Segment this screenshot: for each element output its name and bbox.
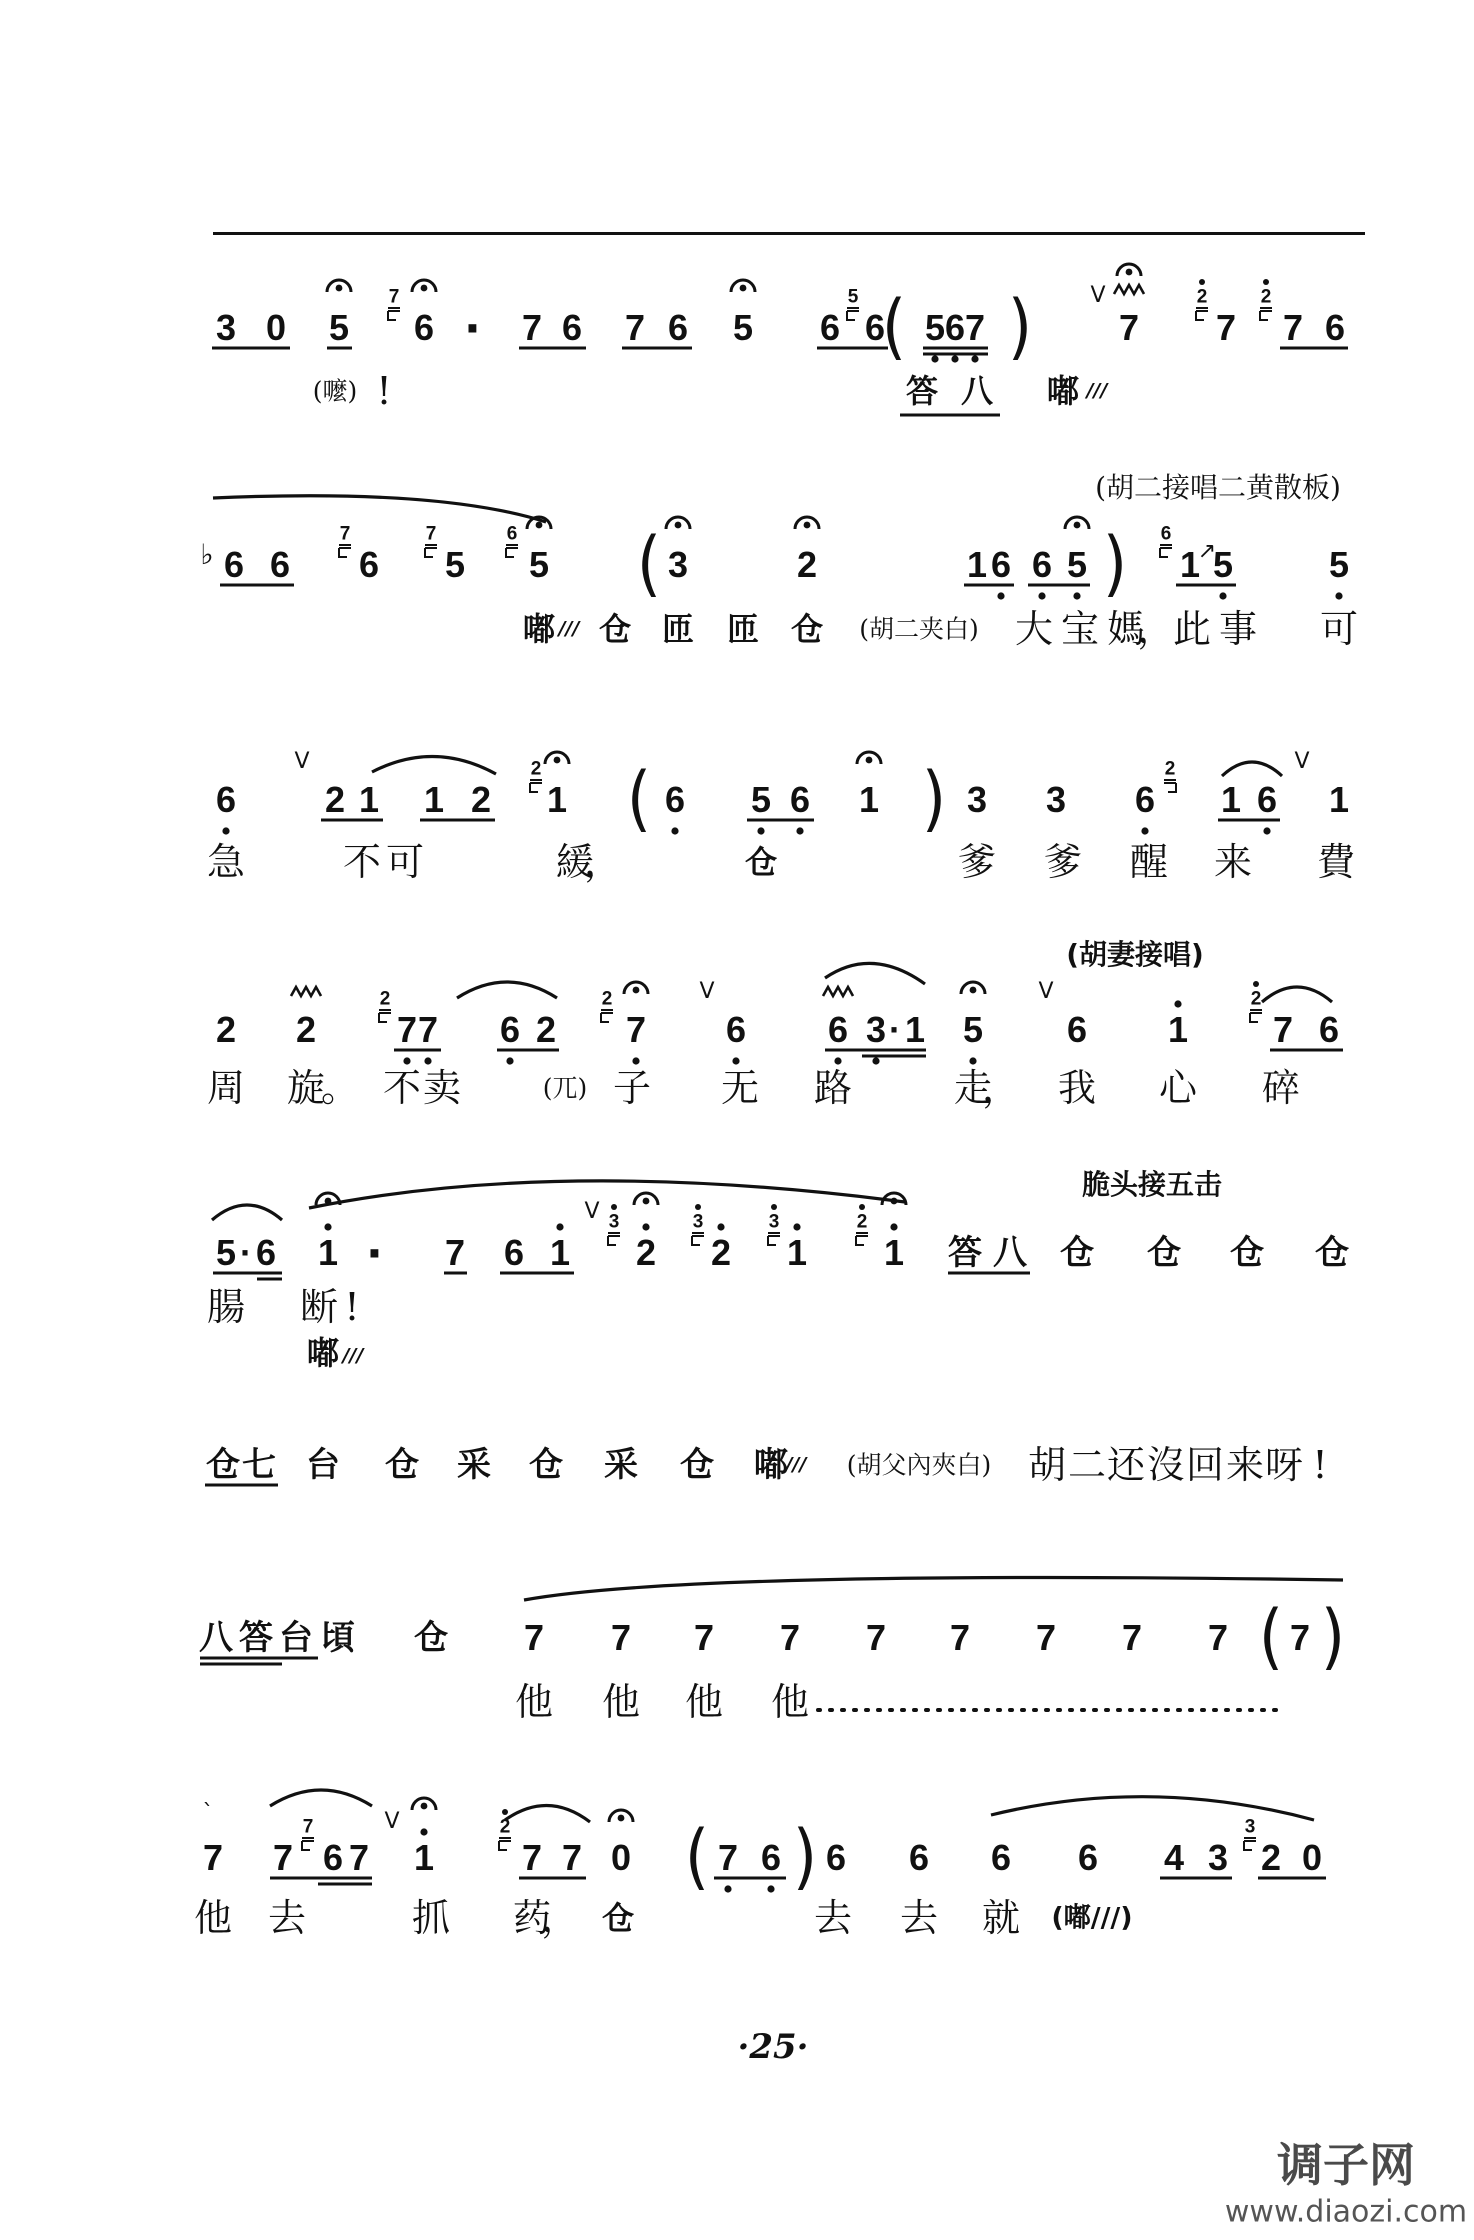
lyric: 去	[899, 1896, 939, 1940]
note: 5	[1328, 544, 1350, 585]
lyric: 断	[299, 1285, 339, 1329]
breath-mark-icon: V	[584, 1199, 600, 1224]
lyric: ，	[540, 1896, 580, 1940]
lyric: 去	[813, 1896, 853, 1940]
note: 6	[667, 307, 689, 348]
bracket: (	[684, 1814, 710, 1899]
note: 5	[1212, 544, 1234, 585]
grace-note: 2	[499, 1816, 511, 1838]
tremolo-slash-icon: ///	[342, 1344, 364, 1367]
percussion-syllable: 仓	[1230, 1233, 1264, 1273]
note: 3	[215, 307, 237, 348]
lyric: 周	[206, 1066, 246, 1110]
breath-mark-icon: V	[294, 749, 310, 774]
percussion-syllable: 八	[993, 1233, 1027, 1273]
lyric: ，	[583, 840, 623, 884]
note: 7	[272, 1837, 294, 1878]
percussion-syllable: 八	[960, 372, 994, 410]
note: 7	[625, 1009, 647, 1050]
note: 6	[990, 1837, 1012, 1878]
performance-direction: 脆头接五击	[1081, 1168, 1223, 1201]
spoken-cue: (兀)	[542, 1073, 588, 1103]
lyric: !	[376, 369, 392, 413]
note: 6	[1066, 1009, 1088, 1050]
tremolo-slash-icon: ///	[785, 1453, 807, 1476]
note: 7	[949, 1617, 971, 1658]
note: 4	[1163, 1837, 1185, 1878]
percussion-syllable: 采	[604, 1445, 638, 1485]
percussion-syllable: 答	[239, 1618, 273, 1658]
note: 7	[1215, 307, 1237, 348]
percussion-syllable: 答	[905, 372, 939, 410]
percussion-syllable: 仓	[414, 1618, 448, 1658]
lyric: 药	[512, 1896, 552, 1940]
lyric: 碎	[1261, 1066, 1301, 1110]
note: 5	[1066, 544, 1088, 585]
lyric: 宝	[1060, 607, 1100, 651]
lyric: 不	[382, 1066, 422, 1110]
lyric: 可	[385, 840, 425, 884]
note: 5	[528, 544, 550, 585]
bracket: (	[626, 756, 652, 841]
note: 1	[904, 1009, 926, 1050]
note: 7	[610, 1617, 632, 1658]
note: 7	[417, 1009, 439, 1050]
note: 2	[215, 1009, 237, 1050]
note: 7	[1272, 1009, 1294, 1050]
lyric: 心	[1158, 1066, 1198, 1110]
lyric: ，	[1136, 607, 1176, 651]
note: 3	[1045, 779, 1067, 820]
tremolo-slash-icon: ///	[558, 617, 580, 640]
note: 6	[413, 307, 435, 348]
note: 7	[396, 1009, 418, 1050]
lyric: 他	[601, 1680, 641, 1724]
note: 6	[561, 307, 583, 348]
percussion-syllable: 頃	[321, 1618, 355, 1658]
lyric: 无	[720, 1066, 760, 1110]
lyric: 走	[953, 1066, 993, 1110]
lyric: 費	[1316, 840, 1356, 884]
grace-note: 2	[1260, 286, 1272, 308]
note: 1	[546, 779, 568, 820]
note: 1	[1179, 544, 1201, 585]
percussion-syllable: 匝	[726, 610, 760, 648]
flat-sign: ♭	[200, 538, 214, 571]
lyric: 来	[1225, 1443, 1265, 1487]
note: 7	[964, 307, 986, 348]
note: 0	[610, 1837, 632, 1878]
note: 7	[1207, 1617, 1229, 1658]
note: 6	[760, 1837, 782, 1878]
note: 6	[908, 1837, 930, 1878]
lyric: !	[1312, 1443, 1328, 1487]
lyric: 来	[1213, 840, 1253, 884]
lyric: 他	[770, 1680, 810, 1724]
grace-note: 7	[425, 523, 437, 545]
lyric: 旋	[286, 1066, 326, 1110]
note: 7	[1289, 1617, 1311, 1658]
lyric: 大	[1014, 607, 1054, 651]
note: 1	[966, 544, 988, 585]
note: 6	[499, 1009, 521, 1050]
note: 6	[1077, 1837, 1099, 1878]
grace-note: 3	[692, 1211, 704, 1233]
note: 6	[215, 779, 237, 820]
note: 5	[732, 307, 754, 348]
note: 2	[324, 779, 346, 820]
note: 1	[423, 779, 445, 820]
grace-note: 6	[506, 523, 518, 545]
lyric: 路	[813, 1066, 853, 1110]
bracket: (	[636, 521, 662, 606]
note: 3	[1207, 1837, 1229, 1878]
lyric: 他	[193, 1896, 233, 1940]
percussion-syllable: 答	[948, 1233, 982, 1273]
note: 5	[924, 307, 946, 348]
percussion-syllable: 仓	[1060, 1233, 1094, 1273]
spoken-cue: (嚒)	[312, 376, 358, 406]
percussion-syllable: 仓	[529, 1445, 563, 1485]
lyric: 卖	[422, 1066, 462, 1110]
grace-note: 2	[1196, 286, 1208, 308]
note: 3	[966, 779, 988, 820]
percussion-syllable: 匝	[661, 610, 695, 648]
note: 1	[317, 1232, 339, 1273]
percussion-syllable: 仓	[790, 610, 824, 648]
note: 7	[1121, 1617, 1143, 1658]
note: 6	[990, 544, 1012, 585]
percussion-syllable: 嘟	[1046, 372, 1080, 410]
percussion-syllable: 台	[306, 1445, 340, 1485]
note: 6	[269, 544, 291, 585]
note: 6	[503, 1232, 525, 1273]
breath-mark-icon: V	[1090, 283, 1106, 308]
grace-note: 2	[856, 1211, 868, 1233]
note: 7	[202, 1837, 224, 1878]
percussion-syllable: 七	[242, 1445, 276, 1485]
duration-dot: ·	[464, 296, 484, 359]
note: 5	[328, 307, 350, 348]
note: 2	[710, 1232, 732, 1273]
note: 6	[664, 779, 686, 820]
note: 5	[215, 1232, 237, 1273]
lyric: 爹	[1043, 840, 1083, 884]
lyric: 可	[1319, 607, 1359, 651]
lyric: 子	[612, 1066, 652, 1110]
lyric: 事	[1218, 607, 1258, 651]
note: 2	[1260, 1837, 1282, 1878]
note: 6	[789, 779, 811, 820]
note: 6	[819, 307, 841, 348]
bracket: )	[1320, 1594, 1346, 1679]
watermark-site-name: 调子网	[1277, 2138, 1415, 2192]
percussion-syllable: 仓	[1315, 1233, 1349, 1273]
bracket: (	[881, 284, 907, 369]
note: 6	[825, 1837, 847, 1878]
percussion-syllable: 嘟	[754, 1445, 788, 1485]
note: 5	[962, 1009, 984, 1050]
bracket: (	[1258, 1594, 1284, 1679]
articulation-mark-icon: ↗	[1197, 539, 1217, 564]
percussion-syllable: 嘟	[306, 1334, 340, 1372]
note: 2	[796, 544, 818, 585]
grace-note: 3	[1244, 1816, 1256, 1838]
note: 3	[865, 1009, 887, 1050]
note: 7	[521, 307, 543, 348]
grace-note: 7	[302, 1816, 314, 1838]
note: 1	[883, 1232, 905, 1273]
lyric: 去	[267, 1896, 307, 1940]
note: 1	[1220, 779, 1242, 820]
grace-note: 2	[530, 758, 542, 780]
percussion-syllable: 仓	[601, 1899, 635, 1937]
spoken-cue: (胡父內夾白)	[846, 1450, 992, 1480]
note: 7	[1035, 1617, 1057, 1658]
note: 6	[864, 307, 886, 348]
grace-note: 5	[847, 286, 859, 308]
note: 1	[1328, 779, 1350, 820]
watermark-url: www.diaozi.com	[1224, 2194, 1468, 2230]
performance-direction: (胡二接唱二黄散板)	[1095, 471, 1341, 504]
note: 6	[255, 1232, 277, 1273]
lyric: 回	[1185, 1443, 1225, 1487]
note: 1	[1167, 1009, 1189, 1050]
lyric: 此	[1172, 607, 1212, 651]
percussion-syllable: 采	[457, 1445, 491, 1485]
note: 5	[444, 544, 466, 585]
lyric: 胡	[1027, 1443, 1067, 1487]
bracket: )	[792, 1814, 818, 1899]
lyric: 緩	[555, 840, 595, 884]
bracket: )	[921, 756, 947, 841]
grace-note: 2	[1164, 758, 1176, 780]
lyric: 爹	[957, 840, 997, 884]
percussion-syllable: 仓	[598, 610, 632, 648]
note: 0	[265, 307, 287, 348]
tremolo-slash-icon: ///	[1086, 379, 1108, 402]
note: 1	[549, 1232, 571, 1273]
note: 6	[1318, 1009, 1340, 1050]
note: 7	[561, 1837, 583, 1878]
percussion-syllable: 仓	[744, 843, 778, 881]
note: 1	[358, 779, 380, 820]
note: 6	[1134, 779, 1156, 820]
grace-note: 2	[1250, 988, 1262, 1010]
lyric: 急	[206, 840, 246, 884]
note: 7	[444, 1232, 466, 1273]
note: 5	[750, 779, 772, 820]
lyric: 就	[981, 1896, 1021, 1940]
lyric: 他	[684, 1680, 724, 1724]
note: 7	[717, 1837, 739, 1878]
grace-note: 7	[388, 286, 400, 308]
lyric: 他	[514, 1680, 554, 1724]
note: 6	[827, 1009, 849, 1050]
percussion-syllable: 嘟	[522, 610, 556, 648]
bracket: )	[1007, 284, 1033, 369]
note: 2	[295, 1009, 317, 1050]
percussion-syllable: 仓	[385, 1445, 419, 1485]
lyric: 腸	[206, 1285, 246, 1329]
grace-note: 6	[1160, 523, 1172, 545]
breath-mark-icon: V	[1294, 749, 1310, 774]
grace-note: 2	[601, 988, 613, 1010]
note: 2	[535, 1009, 557, 1050]
grace-note: 7	[339, 523, 351, 545]
note: 7	[523, 1617, 545, 1658]
note: ·	[240, 1232, 252, 1273]
lyric: 呀	[1264, 1443, 1304, 1487]
note: ·	[889, 1009, 901, 1050]
lyric: 我	[1057, 1066, 1097, 1110]
percussion-syllable: 仓	[680, 1445, 714, 1485]
lyric: 二	[1067, 1443, 1107, 1487]
note: 6	[1256, 779, 1278, 820]
note: 7	[348, 1837, 370, 1878]
note: 7	[1282, 307, 1304, 348]
note: 6	[1324, 307, 1346, 348]
note: 6	[944, 307, 966, 348]
lyric: 媽	[1106, 607, 1146, 651]
grace-note: 3	[768, 1211, 780, 1233]
lyric: 沒	[1146, 1443, 1186, 1487]
note: 7	[779, 1617, 801, 1658]
spoken-cue: (胡二夹白)	[859, 614, 979, 644]
lyric: 抓	[411, 1896, 451, 1940]
percussion-syllable: 台	[279, 1618, 313, 1658]
percussion-syllable: 仓	[206, 1445, 240, 1485]
note: 3	[667, 544, 689, 585]
bracket: )	[1102, 521, 1128, 606]
duration-dot: ·	[366, 1221, 386, 1284]
note: 1	[786, 1232, 808, 1273]
lyric: 。	[320, 1066, 360, 1110]
note: 7	[865, 1617, 887, 1658]
note: 2	[470, 779, 492, 820]
note: 7	[521, 1837, 543, 1878]
articulation-mark-icon: ˋ	[202, 1801, 214, 1826]
lyric: 醒	[1129, 840, 1169, 884]
spoken-cue: (嘟///)	[1051, 1902, 1133, 1934]
note: 6	[358, 544, 380, 585]
note: 1	[858, 779, 880, 820]
note: 6	[1031, 544, 1053, 585]
note: 6	[322, 1837, 344, 1878]
page-number: ·25·	[737, 2027, 809, 2067]
breath-mark-icon: V	[1038, 979, 1054, 1004]
lyric: 还	[1106, 1443, 1146, 1487]
note: 6	[223, 544, 245, 585]
note: 7	[1118, 307, 1140, 348]
grace-note: 2	[379, 988, 391, 1010]
lyric: ，	[981, 1066, 1021, 1110]
percussion-syllable: 八	[199, 1618, 233, 1658]
note: 0	[1301, 1837, 1323, 1878]
lyric: 不	[342, 840, 382, 884]
breath-mark-icon: V	[384, 1809, 400, 1834]
note: 6	[725, 1009, 747, 1050]
lyric: !	[344, 1285, 360, 1329]
note: 2	[635, 1232, 657, 1273]
breath-mark-icon: V	[699, 979, 715, 1004]
note: 7	[624, 307, 646, 348]
grace-note: 3	[608, 1211, 620, 1233]
note: 1	[413, 1837, 435, 1878]
percussion-syllable: 仓	[1147, 1233, 1181, 1273]
performance-direction: (胡妻接唱)	[1066, 938, 1204, 971]
note: 7	[693, 1617, 715, 1658]
